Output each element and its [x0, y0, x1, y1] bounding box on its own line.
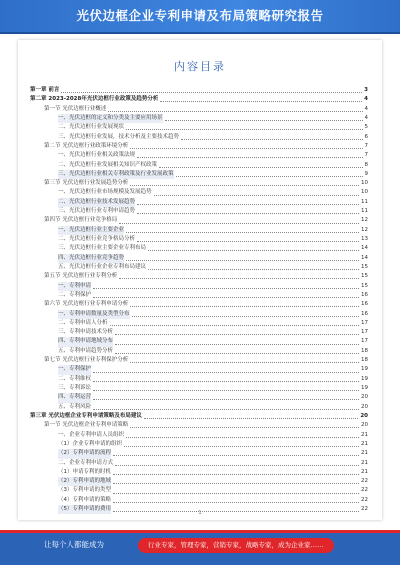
toc-page-number: 18 — [361, 357, 368, 364]
toc-entry-text: 二、光伏边框行业发展相关知识产权政策 — [58, 161, 158, 168]
toc-entry-text: 三、光伏边框行业主要企业专利布局 — [58, 245, 147, 252]
footer-accent-line — [0, 530, 400, 533]
toc-leader-dots — [93, 377, 359, 382]
toc-leader-dots — [113, 498, 359, 503]
toc-leader-dots — [165, 116, 363, 121]
toc-entry-text: 二、专利维权 — [58, 375, 92, 382]
toc-leader-dots — [126, 228, 359, 233]
page-number: 1 — [198, 510, 202, 516]
toc-page-number: 17 — [361, 338, 368, 345]
toc-leader-dots — [115, 349, 359, 354]
toc-entry-text: 第一节 光伏边框行业概述 — [44, 105, 107, 112]
toc-section[interactable] — [30, 105, 368, 114]
toc-leader-dots — [119, 274, 359, 279]
toc-leader-dots — [119, 219, 359, 224]
toc-entry-text: 四、专利运营 — [58, 393, 91, 402]
toc-entry-text: 第二章 2023-2028年光伏边框行业政策及趋势分析 — [30, 96, 159, 103]
toc-page-number: 22 — [361, 487, 368, 494]
toc-leader-dots — [176, 172, 363, 177]
toc-entry-text: 四、专利申请地域分布 — [58, 337, 113, 346]
toc-item[interactable] — [30, 226, 368, 235]
toc-leader-dots — [148, 265, 359, 270]
toc-leader-dots — [130, 358, 359, 363]
toc-entry-text: 一、光伏边框的定义和分类及主要应用场景 — [58, 114, 163, 123]
toc-item[interactable] — [30, 114, 368, 123]
toc-page-number: 15 — [361, 282, 368, 289]
toc-page-number: 7 — [364, 142, 368, 149]
toc-item[interactable] — [30, 188, 368, 197]
toc-entry-text: 二、光伏边框行业发展现状 — [58, 124, 125, 131]
toc-page-number: 7 — [364, 152, 368, 159]
footer-slogan: 让每个人都能成为 — [44, 540, 104, 549]
header-divider — [0, 32, 400, 34]
toc-list — [30, 86, 368, 514]
toc-leader-dots — [61, 88, 362, 93]
toc-leader-dots — [144, 414, 358, 419]
toc-page-number: 21 — [361, 440, 368, 447]
toc-page-number: 16 — [361, 301, 368, 308]
toc-item[interactable] — [30, 393, 368, 402]
toc-item[interactable] — [30, 384, 368, 393]
toc-page-number: 11 — [361, 208, 368, 215]
toc-page-number: 17 — [361, 329, 368, 336]
toc-item[interactable] — [30, 291, 368, 300]
toc-item[interactable] — [30, 244, 368, 253]
toc-entry-text: 四、光伏边框行业竞争趋势 — [58, 254, 124, 263]
toc-page-number: 6 — [364, 133, 368, 140]
toc-entry-text: 一、光伏边框行业主要企业 — [58, 226, 124, 235]
toc-leader-dots — [126, 125, 362, 130]
header-bar — [0, 0, 400, 32]
toc-page-number: 14 — [361, 245, 368, 252]
toc-page-number: 22 — [361, 506, 368, 513]
toc-entry-text: 五、专利申请趋势分析 — [58, 347, 114, 354]
toc-page-number: 21 — [361, 468, 368, 475]
toc-leader-dots — [108, 107, 362, 112]
toc-page-number: 19 — [361, 375, 368, 382]
toc-item[interactable] — [30, 477, 368, 486]
toc-entry-text: 二、专利保护 — [58, 291, 92, 298]
toc-entry-text: 二、光伏边框行业竞争格局分析 — [58, 236, 136, 242]
toc-leader-dots — [124, 442, 359, 447]
toc-page-number: 15 — [361, 273, 368, 280]
toc-entry-text: （1）企业专利申请的组织 — [58, 440, 123, 447]
toc-item[interactable] — [30, 263, 368, 272]
toc-leader-dots — [130, 302, 359, 307]
toc-item[interactable] — [30, 468, 368, 477]
toc-leader-dots — [126, 256, 359, 261]
toc-entry-text: 三、专利申请技术分析 — [58, 329, 114, 336]
toc-page-number: 20 — [360, 412, 368, 419]
footer-pill: 行业专家，管理专家，营销专家，战略专家，成为企业家…… — [138, 538, 334, 553]
toc-entry-text: 三、光伏边框行业专利申请趋势 — [58, 208, 136, 215]
toc-leader-dots — [159, 163, 362, 168]
toc-page-number: 12 — [361, 217, 368, 224]
toc-leader-dots — [93, 284, 359, 289]
toc-page-number: 14 — [361, 254, 368, 261]
toc-chapter[interactable] — [30, 86, 368, 95]
toc-leader-dots — [115, 461, 359, 466]
toc-entry-text: （3）专利申请的类型 — [58, 487, 111, 494]
toc-leader-dots — [130, 181, 359, 186]
toc-entry-text: （5）专利申请的费用 — [58, 505, 111, 514]
toc-page-number: 9 — [364, 170, 368, 177]
toc-page-number: 21 — [361, 459, 368, 466]
toc-entry-text: 一、光伏边框行业相关政策法规 — [58, 152, 136, 159]
toc-page-number: 20 — [361, 422, 368, 429]
toc-item[interactable] — [30, 337, 368, 346]
toc-item[interactable] — [30, 431, 368, 440]
toc-entry-text: 一、专利申请 — [58, 282, 91, 291]
toc-item[interactable] — [30, 170, 368, 179]
toc-page-number: 19 — [361, 366, 368, 373]
toc-entry-text: 一、光伏边框行业市场规模及发展趋势 — [58, 189, 152, 196]
toc-leader-dots — [113, 479, 359, 484]
toc-entry-text: 五、光伏边框行业企业专利布局建议 — [58, 263, 147, 270]
toc-leader-dots — [93, 293, 359, 298]
toc-item[interactable] — [30, 440, 368, 449]
toc-item[interactable] — [30, 496, 368, 505]
toc-item[interactable] — [30, 151, 368, 160]
toc-leader-dots — [137, 209, 359, 214]
toc-leader-dots — [93, 395, 359, 400]
toc-leader-dots — [110, 321, 359, 326]
toc-leader-dots — [137, 200, 359, 205]
toc-item[interactable] — [30, 254, 368, 263]
toc-entry-text: 一、专利保护 — [58, 365, 91, 374]
toc-entry-text: 二、专利申请人分析 — [58, 319, 108, 326]
toc-entry-text: 三、光伏边框行业发展，技术分析及主要技术趋势 — [58, 133, 180, 140]
toc-page-number: 4 — [364, 105, 368, 112]
toc-entry-text: （2）专利申请的地域 — [58, 477, 111, 486]
toc-item[interactable] — [30, 375, 368, 384]
toc-section[interactable] — [30, 142, 368, 151]
toc-section[interactable] — [30, 272, 368, 281]
toc-leader-dots — [130, 423, 359, 428]
toc-leader-dots — [148, 246, 359, 251]
toc-entry-text: 五、专利风险 — [58, 403, 92, 410]
toc-chapter[interactable] — [30, 95, 368, 104]
toc-entry-text: 第一节 光伏边框企业专利申请策略 — [44, 422, 129, 429]
toc-entry-text: 第二节 光伏边框行业政策环境分析 — [44, 142, 129, 149]
toc-page-number: 20 — [361, 394, 368, 401]
toc-title: 内容目录 — [174, 60, 226, 73]
toc-entry-text: 一、企业专利申请人员组织 — [58, 431, 125, 438]
toc-entry-text: 第一章 前言 — [30, 87, 60, 93]
toc-entry-text: 第三章 光伏边框企业专利申请策略及布局建议 — [30, 412, 142, 419]
toc-entry-text: 第三节 光伏边框行业发展趋势分析 — [44, 180, 129, 187]
toc-item[interactable] — [30, 459, 368, 468]
toc-page-number: 10 — [361, 189, 368, 196]
toc-entry-text: 二、企业专利申请方式 — [58, 459, 114, 466]
toc-entry-text: 第四节 光伏边框行业竞争格局 — [44, 217, 118, 224]
toc-page-number: 13 — [361, 236, 368, 242]
toc-page-number: 16 — [361, 291, 368, 298]
toc-entry-text: 三、光伏边框行业相关专利政策及行业发展政策 — [58, 170, 174, 179]
toc-page-number: 19 — [361, 385, 368, 391]
toc-item[interactable] — [30, 347, 368, 356]
toc-item[interactable] — [30, 365, 368, 374]
toc-page-number: 20 — [361, 403, 368, 410]
toc-item[interactable] — [30, 319, 368, 328]
toc-chapter[interactable] — [30, 412, 368, 421]
toc-page-number: 11 — [361, 198, 368, 205]
toc-item[interactable] — [30, 310, 368, 319]
toc-leader-dots — [126, 433, 359, 438]
toc-leader-dots — [113, 489, 359, 494]
toc-page-number: 21 — [361, 431, 368, 438]
toc-entry-text: 第七节 光伏边框行业专利保护分析 — [44, 357, 129, 364]
toc-item[interactable] — [30, 235, 368, 244]
toc-leader-dots — [113, 470, 359, 475]
toc-leader-dots — [130, 144, 362, 149]
toc-item[interactable] — [30, 449, 368, 458]
toc-page-number: 8 — [364, 161, 368, 168]
toc-page-number: 4 — [364, 114, 368, 121]
toc-section[interactable] — [30, 356, 368, 365]
toc-page-number: 18 — [361, 347, 368, 354]
toc-leader-dots — [137, 153, 362, 158]
toc-section[interactable] — [30, 421, 368, 430]
toc-item[interactable] — [30, 161, 368, 170]
toc-leader-dots — [154, 191, 359, 196]
toc-entry-text: 三、专利诉讼 — [58, 385, 92, 391]
toc-leader-dots — [93, 386, 359, 391]
toc-leader-dots — [93, 368, 359, 373]
toc-page-number: 12 — [361, 226, 368, 233]
toc-leader-dots — [160, 97, 362, 102]
toc-item[interactable] — [30, 198, 368, 207]
toc-page-number: 21 — [361, 450, 368, 457]
toc-page-number: 4 — [364, 96, 368, 103]
toc-page-number: 10 — [361, 180, 368, 187]
toc-leader-dots — [132, 312, 359, 317]
toc-leader-dots — [137, 237, 359, 242]
toc-entry-text: 第五节 光伏边框行业专利分析 — [44, 273, 118, 280]
toc-page-number: 3 — [364, 87, 368, 93]
toc-item[interactable] — [30, 207, 368, 216]
toc-section[interactable] — [30, 300, 368, 309]
toc-entry-text: （4）专利申请的策略 — [58, 496, 111, 503]
toc-entry-text: （1）申请专利的时机 — [58, 468, 111, 475]
toc-leader-dots — [115, 330, 359, 335]
toc-leader-dots — [93, 405, 359, 410]
report-title: 光伏边框企业专利申请及布局策略研究报告 — [76, 8, 324, 23]
toc-page-number: 22 — [361, 496, 368, 503]
toc-item[interactable] — [30, 403, 368, 412]
toc-item[interactable] — [30, 123, 368, 132]
toc-entry-text: 第六节 光伏边框行业专利申请分析 — [44, 301, 129, 308]
toc-item[interactable] — [30, 486, 368, 495]
toc-entry-text: 二、光伏边框行业技术发展趋势 — [58, 198, 135, 207]
document-page — [18, 40, 382, 520]
toc-page-number: 5 — [364, 124, 368, 131]
toc-section[interactable] — [30, 179, 368, 188]
toc-leader-dots — [181, 135, 362, 140]
toc-item[interactable] — [30, 328, 368, 337]
toc-page-number: 22 — [361, 478, 368, 485]
toc-section[interactable] — [30, 216, 368, 225]
toc-page-number: 15 — [361, 263, 368, 270]
toc-leader-dots — [115, 340, 359, 345]
toc-item[interactable] — [30, 282, 368, 291]
toc-leader-dots — [113, 451, 359, 456]
toc-page-number: 16 — [361, 310, 368, 317]
toc-entry-text: （2）专利申请的流程 — [58, 449, 111, 458]
toc-entry-text: 一、专利申请数量及类型分布 — [58, 310, 130, 319]
toc-page-number: 17 — [361, 319, 368, 326]
toc-item[interactable] — [30, 133, 368, 142]
